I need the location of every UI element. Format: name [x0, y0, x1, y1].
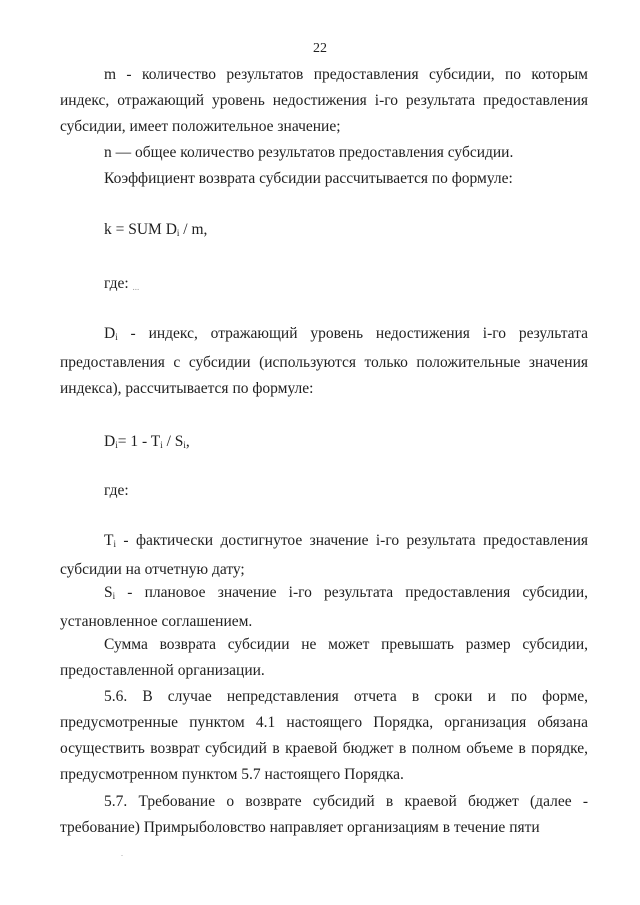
formula-d-b: = 1 - T — [117, 433, 161, 450]
paragraph-5-7 — [60, 789, 588, 841]
paragraph-n-definition — [60, 140, 588, 166]
scan-mark: . — [121, 849, 123, 858]
paragraph-di-body — [60, 321, 588, 402]
paragraph-5-6 — [60, 684, 588, 788]
paragraph-si-definition — [60, 580, 588, 635]
paragraph-n-text: n — общее количество результатов предоставления субсидии. — [104, 144, 514, 161]
formula-k-lhs: k = SUM D — [104, 221, 177, 238]
formula-k-rhs: / m, — [179, 221, 208, 238]
si-text: - плановое значение i-го результата предоставления субсидии, установленное соглашением. — [60, 584, 588, 630]
where-label-1-text: где: — [104, 275, 129, 292]
ti-text: - фактически достигнутое значение i-го результата предоставления субсидии на отчетную дату; — [60, 532, 588, 578]
si-subscript: i — [112, 591, 116, 601]
formula-k — [104, 217, 207, 246]
ti-subscript: i — [113, 539, 116, 549]
si-symbol: S — [104, 584, 113, 601]
where-label-1-dots: ... — [132, 282, 140, 292]
formula-d-a-sub: i — [115, 440, 118, 450]
page-number: 22 — [313, 41, 327, 56]
paragraph-coefficient — [60, 166, 588, 192]
paragraph-sum-text: Сумма возврата субсидии не может превышать размер субсидии, предоставленной организации. — [60, 636, 588, 679]
paragraph-m-text: m - количество результатов предоставления субсидии, по которым индекс, отражающий уровень недостижения i-го результата предоставления субсидии, имеет положительное значение; — [60, 66, 588, 135]
formula-d-c: / S — [162, 433, 184, 450]
formula-d-end: , — [185, 433, 190, 450]
paragraph-m-definition — [60, 62, 588, 140]
where-label-2 — [104, 478, 129, 504]
di-text: - индекс, отражающий уровень недостижения i-го результата предоставления с субсидии (используются только положительные значения индекса), рассчитывается по формуле: — [60, 325, 588, 397]
formula-d — [104, 429, 190, 458]
paragraph-coefficient-text: Коэффициент возврата субсидии рассчитывается по формуле: — [104, 170, 513, 187]
where-label-1 — [104, 271, 139, 300]
paragraph-ti-definition — [60, 528, 588, 583]
di-symbol: D — [104, 325, 116, 342]
formula-d-a: D — [104, 433, 116, 450]
formula-k-subscript: i — [176, 228, 180, 238]
formula-d-b-sub: i — [160, 440, 163, 450]
paragraph-si-body — [60, 580, 588, 635]
di-subscript: i — [115, 332, 118, 342]
where-label-2-text: где: — [104, 482, 129, 499]
paragraph-5-6-text: 5.6. В случае непредставления отчета в сроки и по форме, предусмотренные пунктом 4.1 настоящего Порядка, организация обязана осуществить возврат субсидий в краевой бюджет в полном объеме в порядке, предусмотренном пунктом 5.7 настоящего Порядка. — [60, 688, 588, 783]
paragraph-ti-body — [60, 528, 588, 583]
paragraph-5-7-text: 5.7. Требование о возврате субсидий в краевой бюджет (далее - требование) Примрыболовство направляет организациям в течение пяти — [60, 793, 588, 836]
paragraph-sum-limit — [60, 632, 588, 684]
formula-d-c-sub: i — [183, 440, 186, 450]
paragraph-di-definition — [60, 321, 588, 402]
ti-symbol: T — [104, 532, 114, 549]
